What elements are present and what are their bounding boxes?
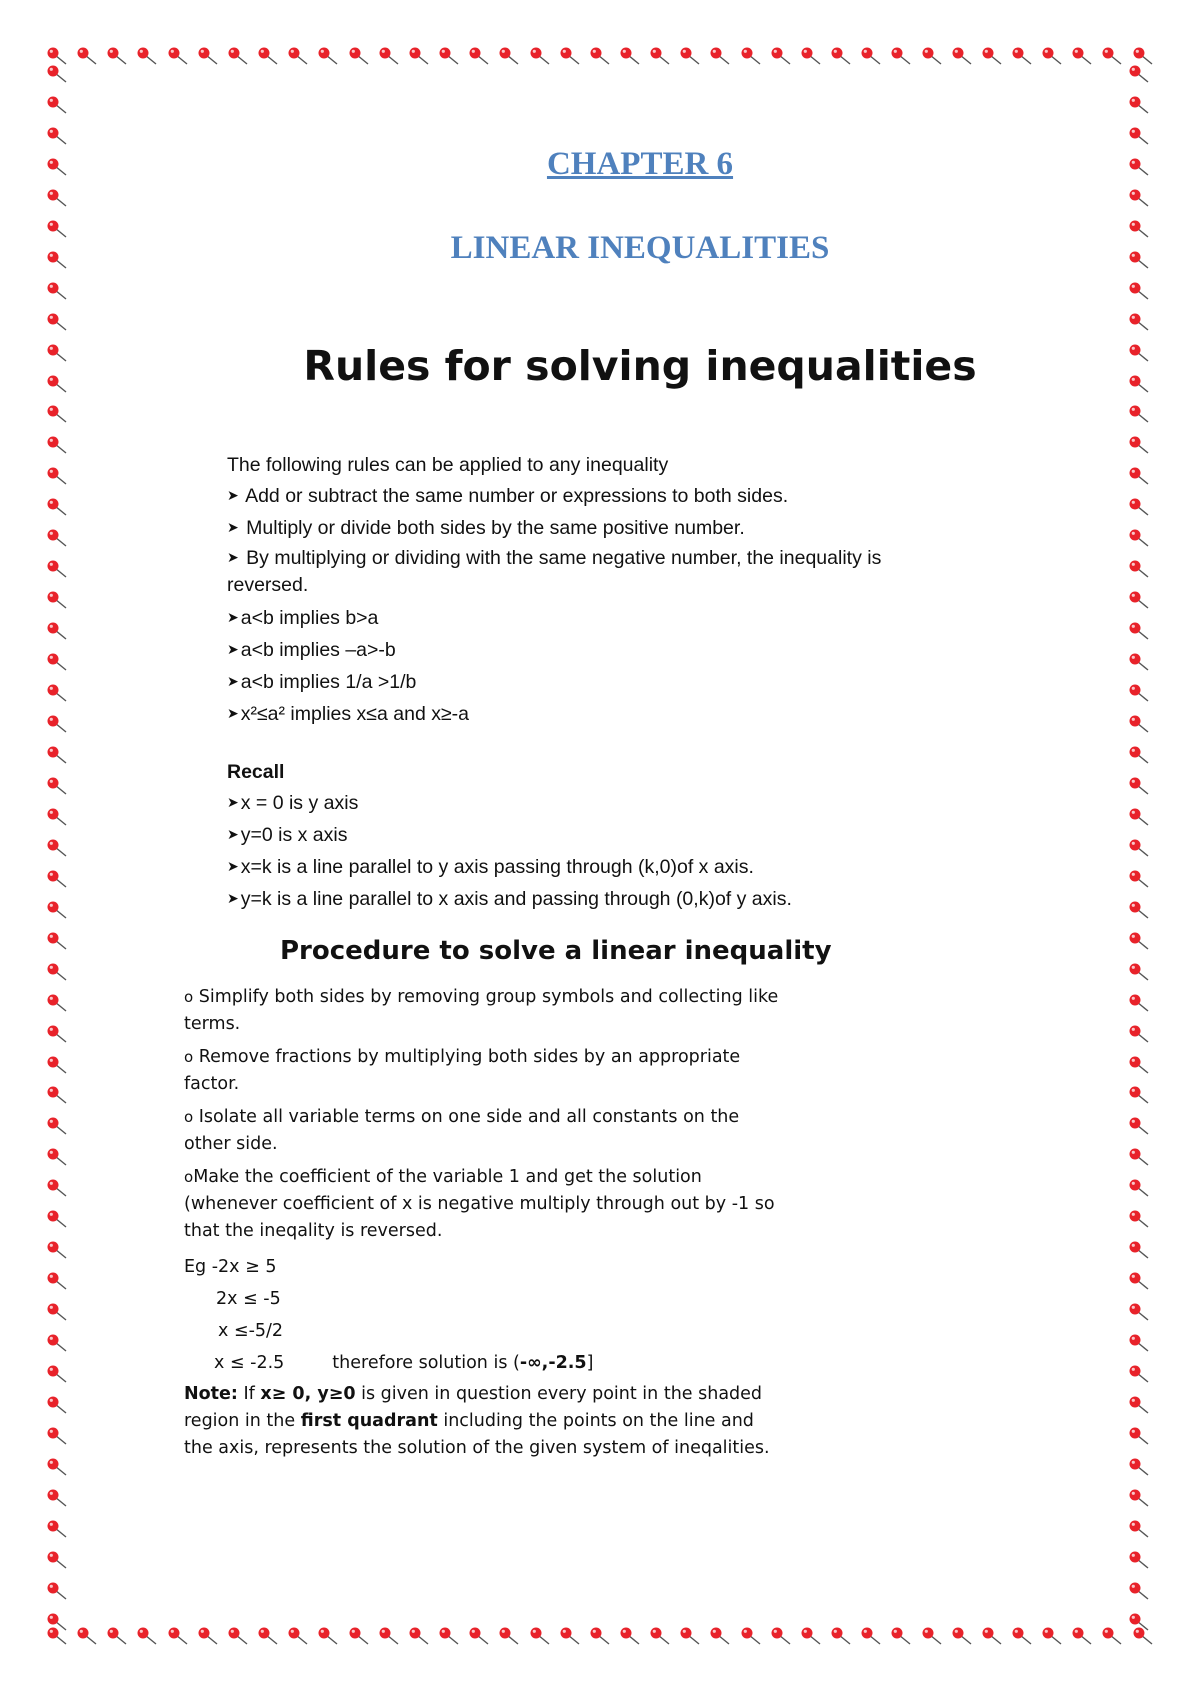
arrow-bullet-icon: ➤ [227,705,239,721]
pushpin-icon [46,1209,68,1231]
pushpin-icon [589,1626,611,1648]
pushpin-icon [136,1626,158,1648]
pushpin-icon [197,46,219,68]
pushpin-icon [1128,1116,1150,1138]
pushpin-icon [529,46,551,68]
pushpin-icon [46,838,68,860]
pushpin-icon [408,1626,430,1648]
rule-item: ➤ a<b implies 1/a >1/b [227,667,907,699]
pushpin-icon [76,46,98,68]
pushpin-icon [921,46,943,68]
example-line: Eg -2x ≥ 5 [184,1257,277,1277]
pushpin-icon [1101,1626,1123,1648]
pushpin-icon [287,46,309,68]
pushpin-icon [619,46,641,68]
procedure-block [184,984,784,1468]
rules-heading: Rules for solving inequalities [303,342,977,390]
pushpin-icon [709,46,731,68]
pushpin-icon [46,1116,68,1138]
pushpin-icon [1128,466,1150,488]
arrow-bullet-icon: ➤ [227,609,239,625]
pushpin-icon [46,312,68,334]
pushpin-icon [46,683,68,705]
pushpin-icon [46,64,68,86]
pushpin-icon [830,1626,852,1648]
pushpin-icon [709,1626,731,1648]
pushpin-icon [1128,652,1150,674]
pushpin-icon [1071,1626,1093,1648]
pushpin-icon [1128,1055,1150,1077]
pushpin-icon [46,126,68,148]
pushpin-icon [649,1626,671,1648]
recall-item: ➤ y=k is a line parallel to x axis and passing through (0,k)of y axis. [227,884,907,916]
pushpin-icon [1128,838,1150,860]
pushpin-icon [46,776,68,798]
pushpin-icon [679,46,701,68]
pushpin-icon [1128,745,1150,767]
pushpin-icon [46,1581,68,1603]
pushpin-icon [468,1626,490,1648]
pushpin-icon [46,1178,68,1200]
recall-item: ➤ y=0 is x axis [227,820,907,852]
pushpin-icon [1128,95,1150,117]
pushpin-icon [46,993,68,1015]
pushpin-icon [1128,1333,1150,1355]
pushpin-icon [1128,1209,1150,1231]
pushpin-icon [1128,900,1150,922]
pushpin-icon [740,46,762,68]
rules-intro: The following rules can be applied to any inequality [227,454,669,476]
pushpin-icon [1128,1395,1150,1417]
pushpin-icon [679,1626,701,1648]
pushpin-icon [559,46,581,68]
pushpin-icon [46,188,68,210]
pushpin-icon [770,46,792,68]
pushpin-icon [740,1626,762,1648]
pushpin-icon [46,1240,68,1262]
example-line: x ≤ -2.5 therefore solution is (-∞,-2.5] [214,1353,594,1373]
pushpin-icon [981,46,1003,68]
procedure-step: o Isolate all variable terms on one side and all constants on the other side. [184,1107,740,1154]
pushpin-icon [1011,1626,1033,1648]
pushpin-icon [860,46,882,68]
decorative-border-left [46,64,72,1634]
pushpin-icon [106,46,128,68]
pushpin-icon [1128,1581,1150,1603]
pushpin-icon [1128,1519,1150,1541]
recall-item: ➤ x=k is a line parallel to y axis passing through (k,0)of x axis. [227,852,907,884]
rules-block [227,450,907,916]
pushpin-icon [1041,46,1063,68]
pushpin-icon [589,46,611,68]
pushpin-icon [1128,776,1150,798]
pushpin-icon [1128,869,1150,891]
arrow-bullet-icon: ➤ [227,673,239,689]
pushpin-icon [257,46,279,68]
pushpin-icon [317,1626,339,1648]
pushpin-icon [378,1626,400,1648]
decorative-border-right [1128,64,1154,1634]
pushpin-icon [1128,1302,1150,1324]
pushpin-icon [1128,312,1150,334]
pushpin-icon [46,745,68,767]
pushpin-icon [348,1626,370,1648]
pushpin-icon [287,1626,309,1648]
procedure-step: oMake the coefficient of the variable 1 and get the solution (whenever coefficient of x is negative multiply through out by -1 so that the ineqality is reversed. [184,1167,775,1241]
procedure-heading: Procedure to solve a linear inequality [280,936,832,966]
pushpin-icon [46,1271,68,1293]
rule-item: ➤ By multiplying or dividing with the same negative number, the inequality is reversed. [227,545,907,598]
rule-item: ➤ x²≤a² implies x≤a and x≥-a [227,699,907,731]
pushpin-icon [1128,993,1150,1015]
pushpin-icon [1128,621,1150,643]
pushpin-icon [1128,559,1150,581]
pushpin-icon [46,1395,68,1417]
arrow-bullet-icon: ➤ [227,794,239,810]
pushpin-icon [46,1024,68,1046]
pushpin-icon [46,1302,68,1324]
pushpin-icon [1128,497,1150,519]
worked-example [184,1251,784,1379]
pushpin-icon [559,1626,581,1648]
pushpin-icon [1128,435,1150,457]
pushpin-icon [1128,188,1150,210]
example-line: 2x ≤ -5 [216,1289,281,1309]
pushpin-icon [1128,683,1150,705]
pushpin-icon [46,528,68,550]
pushpin-icon [46,281,68,303]
rule-item: ➤ Add or subtract the same number or expressions to both sides. [227,481,907,513]
pushpin-icon [951,1626,973,1648]
pushpin-icon [921,1626,943,1648]
pushpin-icon [1128,590,1150,612]
arrow-bullet-icon: ➤ [227,487,239,503]
pushpin-icon [378,46,400,68]
pushpin-icon [46,1333,68,1355]
pushpin-icon [46,1488,68,1510]
pushpin-icon [1071,46,1093,68]
arrow-bullet-icon: ➤ [227,641,239,657]
decorative-border-top [46,46,1154,72]
pushpin-icon [1128,1457,1150,1479]
pushpin-icon [46,466,68,488]
pushpin-icon [468,46,490,68]
pushpin-icon [981,1626,1003,1648]
pushpin-icon [1128,1426,1150,1448]
pushpin-icon [136,46,158,68]
pushpin-icon [46,559,68,581]
pushpin-icon [46,1519,68,1541]
pushpin-icon [46,1457,68,1479]
pushpin-icon [46,652,68,674]
pushpin-icon [619,1626,641,1648]
chapter-subject: LINEAR INEQUALITIES [450,230,830,266]
pushpin-icon [1128,1271,1150,1293]
note-paragraph: Note: If x≥ 0, y≥0 is given in question every point in the shaded region in the first quadrant including the points on the line and the axis, represents the solution of the given system of ineqalities. [184,1384,770,1458]
procedure-step: o Remove fractions by multiplying both sides by an appropriate factor. [184,1047,741,1094]
pushpin-icon [860,1626,882,1648]
pushpin-icon [46,900,68,922]
pushpin-icon [1128,281,1150,303]
pushpin-icon [1128,714,1150,736]
arrow-bullet-icon: ➤ [227,826,239,842]
pushpin-icon [46,590,68,612]
pushpin-icon [830,46,852,68]
pushpin-icon [197,1626,219,1648]
pushpin-icon [317,46,339,68]
pushpin-icon [46,714,68,736]
pushpin-icon [498,46,520,68]
pushpin-icon [1128,1024,1150,1046]
recall-title: Recall [227,761,285,783]
pushpin-icon [1128,1550,1150,1572]
pushpin-icon [46,1085,68,1107]
pushpin-icon [227,46,249,68]
pushpin-icon [46,1147,68,1169]
arrow-bullet-icon: ➤ [227,890,239,906]
pushpin-icon [46,621,68,643]
arrow-bullet-icon: ➤ [227,858,239,874]
pushpin-icon [76,1626,98,1648]
procedure-step: o Simplify both sides by removing group symbols and collecting like terms. [184,987,779,1034]
example-line: x ≤-5/2 [218,1321,284,1341]
chapter-title: CHAPTER 6 [546,146,734,182]
pushpin-icon [890,1626,912,1648]
pushpin-icon [1011,46,1033,68]
pushpin-icon [1128,1085,1150,1107]
pushpin-icon [800,1626,822,1648]
pushpin-icon [167,1626,189,1648]
pushpin-icon [1128,1612,1150,1634]
pushpin-icon [1128,962,1150,984]
arrow-bullet-icon: ➤ [227,519,239,535]
pushpin-icon [1128,404,1150,426]
decorative-border-bottom [46,1626,1154,1652]
pushpin-icon [46,95,68,117]
pushpin-icon [408,46,430,68]
pushpin-icon [1041,1626,1063,1648]
pushpin-icon [46,807,68,829]
pushpin-icon [46,435,68,457]
pushpin-icon [438,1626,460,1648]
pushpin-icon [46,1426,68,1448]
pushpin-icon [46,962,68,984]
pushpin-icon [46,404,68,426]
pushpin-icon [438,46,460,68]
pushpin-icon [951,46,973,68]
rule-item: ➤ a<b implies b>a [227,603,907,635]
arrow-bullet-icon: ➤ [227,549,239,565]
pushpin-icon [649,46,671,68]
pushpin-icon [46,1055,68,1077]
pushpin-icon [46,1612,68,1634]
pushpin-icon [167,46,189,68]
pushpin-icon [46,497,68,519]
pushpin-icon [890,46,912,68]
pushpin-icon [46,931,68,953]
pushpin-icon [1128,931,1150,953]
pushpin-icon [1128,1488,1150,1510]
pushpin-icon [227,1626,249,1648]
pushpin-icon [1128,1178,1150,1200]
pushpin-icon [800,46,822,68]
pushpin-icon [257,1626,279,1648]
pushpin-icon [1128,126,1150,148]
pushpin-icon [348,46,370,68]
pushpin-icon [1128,1147,1150,1169]
pushpin-icon [529,1626,551,1648]
pushpin-icon [498,1626,520,1648]
pushpin-icon [46,1550,68,1572]
rule-item: ➤ Multiply or divide both sides by the same positive number. [227,513,907,545]
pushpin-icon [770,1626,792,1648]
recall-item: ➤ x = 0 is y axis [227,788,907,820]
pushpin-icon [1128,1240,1150,1262]
pushpin-icon [1128,528,1150,550]
pushpin-icon [46,1364,68,1386]
pushpin-icon [106,1626,128,1648]
pushpin-icon [1128,64,1150,86]
pushpin-icon [1128,1364,1150,1386]
rule-item: ➤ a<b implies –a>-b [227,635,907,667]
pushpin-icon [46,869,68,891]
pushpin-icon [1128,807,1150,829]
pushpin-icon [1101,46,1123,68]
